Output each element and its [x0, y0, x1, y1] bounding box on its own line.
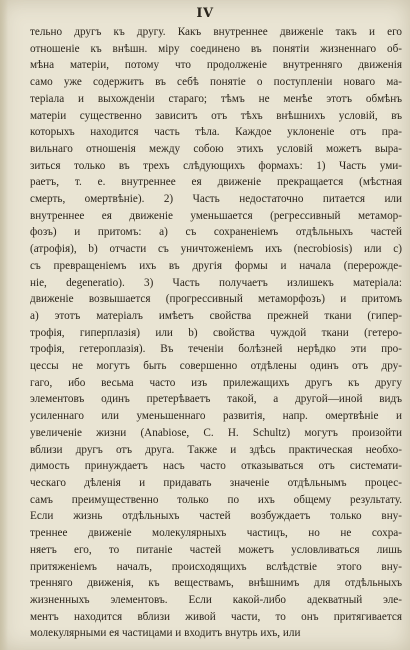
text-line: няетъ его, то питанiе частей можетъ условливаться лишь: [30, 543, 402, 556]
text-line: увеличенiе жизни (Anabiose, C. H. Schultz) могутъ произойти: [30, 426, 402, 439]
text-line: мѣна матерiи, потому что продолженiе внутренняго движенiя: [30, 59, 402, 72]
text-line: само уже содержитъ въ себѣ понятiе о поступленiи новаго ма-: [30, 76, 402, 89]
text-line: элементовъ одинъ претерѣваетъ такой, а другой—иной видъ: [30, 393, 402, 406]
text-line: которыхъ находится часть тѣла. Каждое уклоненiе отъ пра-: [30, 126, 402, 139]
text-line: цессы не могутъ быть совершенно отдѣлены одинъ отъ дру-: [30, 360, 402, 373]
body-text: [30, 24, 402, 644]
text-line: ментъ находится вблизи живой части, то онъ притягивается: [30, 610, 402, 623]
text-line: матерiи существенно зависитъ отъ тѣхъ внѣшнихъ условiй, въ: [30, 109, 402, 122]
text-line: вблизи другъ отъ друга. Также и здѣсь практическая необхо-: [30, 443, 402, 456]
text-line: нiе, degeneratio). 3) Часть получаетъ излишекъ матерiала:: [30, 276, 402, 289]
text-line: фозъ) и притомъ: a) съ сохраненiемъ отдѣльныхъ частей: [30, 226, 402, 239]
text-line: молекулярными ея частицами и входитъ внутрь ихъ, или: [30, 627, 301, 640]
text-line: тренняго движенiя, къ веществамъ, внѣшнимъ для отдѣльныхъ: [30, 577, 402, 590]
text-line: самъ преимущественно только по ихъ общему результату.: [30, 493, 402, 506]
page-gutter-shadow: [0, 0, 8, 650]
text-line: движенiе возвышается (прогрессивный метаморфозъ) и притомъ: [30, 293, 402, 306]
text-line: терiала и выхожденiи стараго; тѣмъ не менѣе этотъ обмѣнъ: [30, 92, 402, 105]
page-number: IV: [196, 6, 214, 21]
text-line: отношенiе къ внѣшн. мiру соединено въ понятiи жизненнаго об-: [30, 42, 402, 55]
text-line: тельно другъ къ другу. Какъ внутреннее движенiе такъ и его: [30, 26, 402, 38]
text-line: внутреннее ея движенiе уменьшается (регрессивный метамор-: [30, 209, 402, 222]
text-line: трофiя, гетероплазiя). Въ теченiи болѣзней нерѣдко эти про-: [30, 343, 402, 356]
text-line: ческаго дѣленiя и придавать значенiе отдѣльнымъ процес-: [30, 476, 402, 489]
text-line: димость принуждаетъ насъ часто отказываться отъ системати-: [30, 460, 402, 473]
text-line: трофiя, гиперплазiя) или b) свойства чуждой ткани (гетеро-: [30, 326, 402, 339]
text-line: съ превращенiемъ ихъ въ другiя формы и начала (перерожде-: [30, 259, 402, 272]
text-line: усиленнаго или уменьшеннаго развитiя, напр. омертвѣнiе и: [30, 410, 402, 423]
text-line: a) этотъ матерiалъ имѣетъ свойства прежней ткани (гипер-: [30, 309, 402, 322]
text-line: Если жизнь отдѣльныхъ частей возбуждаетъ только вну-: [30, 510, 402, 523]
text-line: (атрофiя), b) отчасти съ уничтоженiемъ ихъ (necrobiosis) или c): [30, 243, 402, 256]
text-line: притяженiемъ началъ, происходящихъ вслѣдствiе этого вну-: [30, 560, 402, 573]
text-line: раетъ, т. е. внутреннее ея движенiе прекращается (мѣстная: [30, 176, 402, 189]
text-line: зиться только въ трехъ слѣдующихъ формахъ: 1) Часть уми-: [30, 159, 402, 172]
text-line: гаго, ибо весьма часто изъ прилежащихъ другъ къ другу: [30, 376, 402, 389]
text-line: треннее движенiе молекулярныхъ частицъ, но не сохра-: [30, 527, 402, 540]
text-line: жизненныхъ элементовъ. Если какой-либо адекватный эле-: [30, 593, 402, 606]
text-line: смерть, омертвѣнiе). 2) Часть недостаточно питается или: [30, 193, 402, 206]
text-line: вильнаго отношенiя между собою этихъ условiй можетъ выра-: [30, 142, 402, 155]
